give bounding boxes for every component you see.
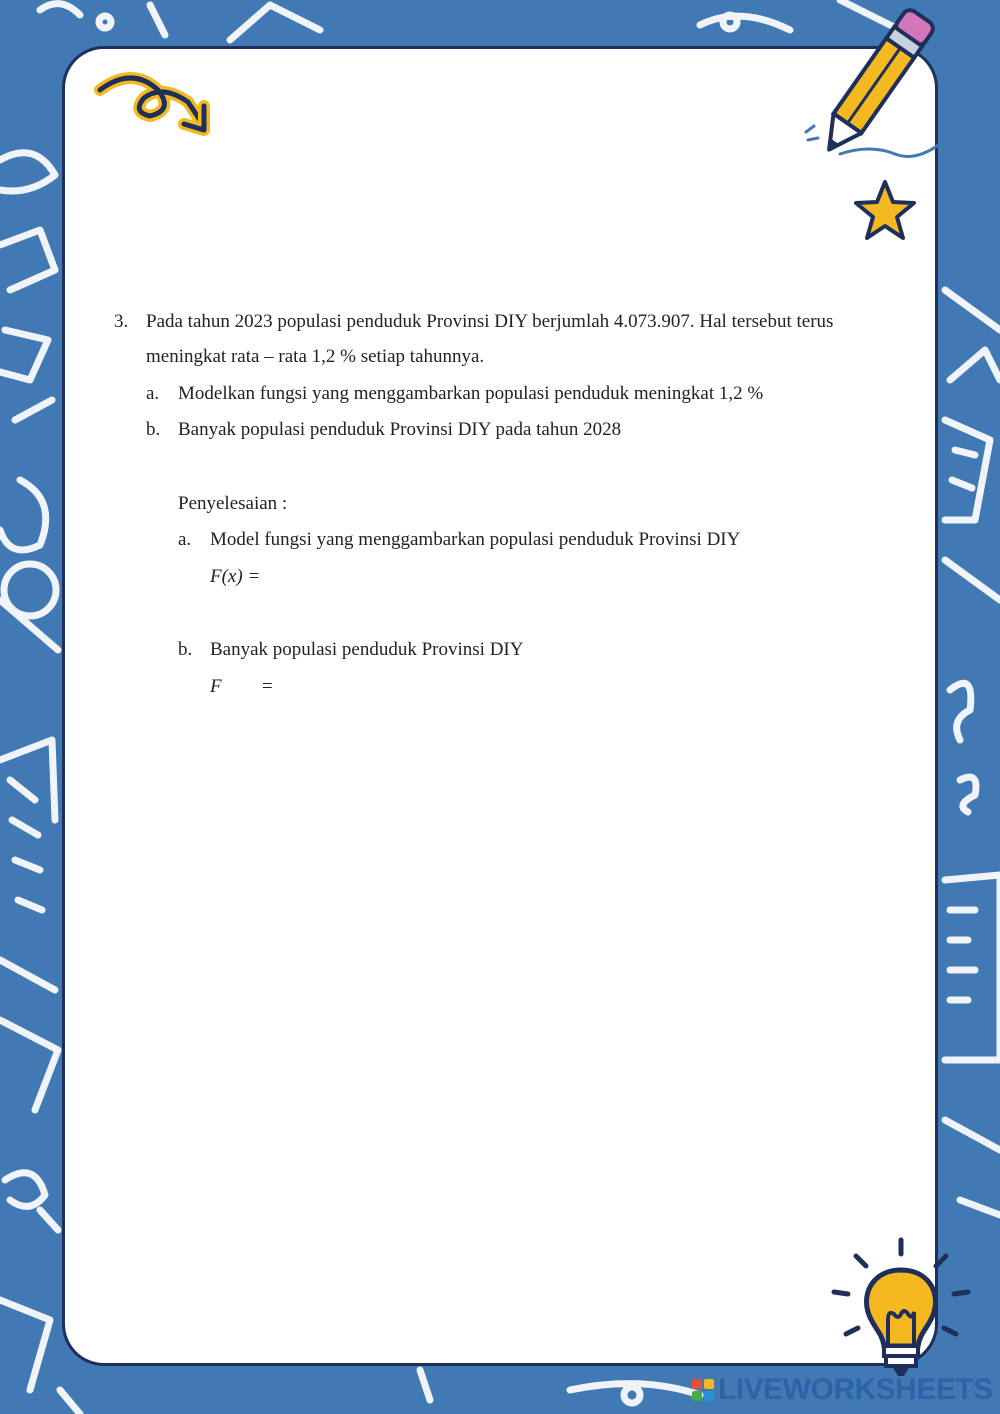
solution-part-a-text: Model fungsi yang menggambarkan populasi penduduk Provinsi DIY [210, 529, 741, 550]
question-item-b-text: Banyak populasi penduduk Provinsi DIY pada tahun 2028 [178, 419, 622, 440]
solution-part-b-equals: = [262, 676, 273, 697]
liveworksheets-logo [692, 1372, 993, 1408]
question-item-b-marker: b. [146, 419, 161, 440]
solution-heading: Penyelesaian : [178, 493, 288, 514]
answer-field-a[interactable] [276, 564, 696, 586]
answer-field-b[interactable] [284, 674, 704, 696]
question-line-1: Pada tahun 2023 populasi penduduk Provinsi DIY berjumlah 4.073.907. Hal tersebut terus [146, 311, 834, 332]
curly-arrow-icon [92, 68, 216, 150]
question-number: 3. [114, 311, 129, 332]
question-item-a-marker: a. [146, 383, 160, 404]
solution-part-b-marker: b. [178, 639, 193, 660]
solution-part-b-text: Banyak populasi penduduk Provinsi DIY [210, 639, 524, 660]
logo-text: LIVEWORKSHEETS [718, 1373, 993, 1406]
solution-part-a-formula-label: F(x) = [210, 566, 261, 587]
logo-blocks-icon [692, 1379, 714, 1401]
question-item-a-text: Modelkan fungsi yang menggambarkan populasi penduduk meningkat 1,2 % [178, 383, 764, 404]
solution-part-a-marker: a. [178, 529, 192, 550]
worksheet-sheet [62, 46, 938, 1366]
lightbulb-icon [826, 1234, 976, 1384]
pencil-icon [800, 4, 950, 164]
question-line-2: meningkat rata – rata 1,2 % setiap tahunnya. [146, 346, 485, 367]
solution-part-b-formula-label: F [210, 676, 222, 697]
star-icon [852, 178, 918, 244]
